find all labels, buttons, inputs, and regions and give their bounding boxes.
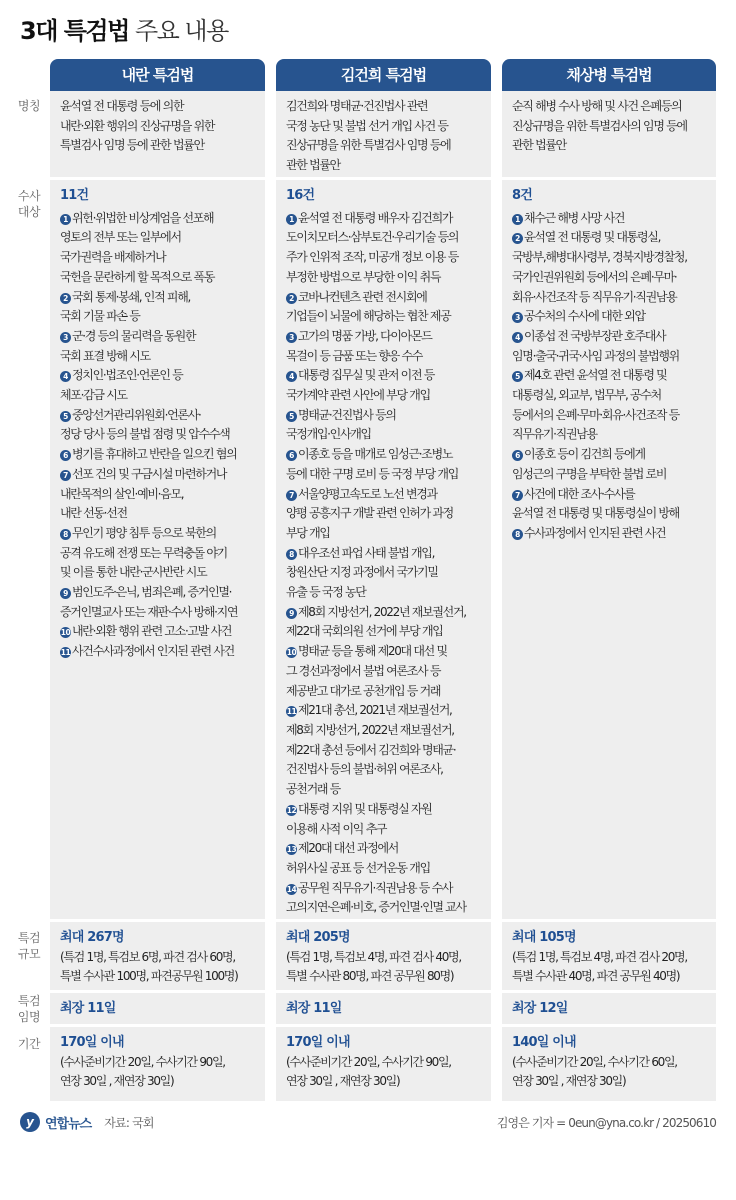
scope-item-line <box>512 248 706 268</box>
scope-item-text: 대통령 집무실 및 관저 이전 등 <box>298 368 435 383</box>
scope-count: 11건 <box>60 188 89 203</box>
scope-item-text: 허위사실 공표 등 선거운동 개입 <box>286 860 430 875</box>
detail-line: 특별 수사관 100명, 파견공무원 100명) <box>60 969 238 984</box>
scale-cell <box>50 922 265 990</box>
scope-item-text: 범인도주·은닉, 범죄은폐, 증거인멸· <box>72 585 232 600</box>
scope-count: 16건 <box>286 188 315 203</box>
scope-item-line <box>286 504 481 524</box>
scope-item-text: 제8회 지방선거, 2022년 재보궐선거, <box>298 604 466 619</box>
scope-item-text: 서울양평고속도로 노선 변경과 <box>298 486 437 501</box>
scope-item-text: 고의지연·은폐·비호, 증거인멸·인멸 교사 <box>286 900 466 915</box>
scope-cell <box>276 180 491 919</box>
period-cell <box>502 1027 716 1101</box>
scope-item-line <box>60 209 255 229</box>
head-value: 최장 11일 <box>60 1001 116 1016</box>
row-label-name <box>10 98 48 114</box>
scope-item-line <box>286 642 481 662</box>
scope-item-line <box>60 445 255 465</box>
scope-item-line <box>286 741 481 761</box>
scope-item-line <box>512 465 706 485</box>
scope-item-line <box>286 327 481 347</box>
detail-line: (특검 1명, 특검보 4명, 파견 검사 40명, <box>286 949 461 964</box>
scope-item-line <box>512 524 706 544</box>
scope-item-text: 군·경 등의 물리력을 동원한 <box>72 328 196 343</box>
scope-item-line <box>286 662 481 682</box>
scope-item-line <box>286 839 481 859</box>
scope-item-text: 등에서의 은폐·무마·회유·사건조작 등 <box>512 407 679 422</box>
scope-item-text: 중앙선거관리위원회·언론사· <box>72 407 201 422</box>
name-line: 내란·외환 행위의 진상규명을 위한 <box>60 118 215 133</box>
scope-item-line <box>60 228 255 248</box>
scope-item-line <box>286 622 481 642</box>
scope-item-text: 위헌·위법한 비상계엄을 선포해 <box>72 210 214 225</box>
scope-item-text: 선포 건의 및 구금시설 마련하거나 <box>72 466 227 481</box>
scope-item-text: 이종섭 전 국방부장관 호주대사 <box>524 328 666 343</box>
scope-item-text: 고가의 명품 가방, 다이아몬드 <box>298 328 432 343</box>
name-line: 국정 농단 및 불법 선거 개입 사건 등 <box>286 118 448 133</box>
head-value: 170일 이내 <box>60 1035 124 1050</box>
scope-item-text: 코바나컨텐츠 관련 전시회에 <box>298 289 427 304</box>
scope-item-line <box>60 524 255 544</box>
scope-cell <box>50 180 265 919</box>
scope-item-text: 체포·감금 시도 <box>60 388 127 403</box>
name-cell <box>502 91 716 177</box>
scope-item-text: 사건수사과정에서 인지된 관련 사건 <box>72 644 234 659</box>
scope-item-text: 제4호 관련 윤석열 전 대통령 및 <box>524 368 667 383</box>
scope-item-text: 제공받고 대가로 공천개입 등 거래 <box>286 683 441 698</box>
item-number-badge: 5 <box>512 371 523 382</box>
scope-item-line <box>512 406 706 426</box>
scope-item-text: 무인기 평양 침투 등으로 북한의 <box>72 525 216 540</box>
scope-item-line <box>60 327 255 347</box>
scope-item-text: 기업들이 뇌물에 해당하는 협찬 제공 <box>286 309 451 324</box>
scope-item-text: 및 이를 통한 내란·군사반란 시도 <box>60 565 207 580</box>
scope-item-text: 윤석열 전 대통령 배우자 김건희가 <box>298 210 453 225</box>
scope-item-text: 양평 공흥지구 개발 관련 인허가 과정 <box>286 506 453 521</box>
scope-item-text: 유출 등 국정 농단 <box>286 585 366 600</box>
scope-item-line <box>60 386 255 406</box>
title-bold: 3대 특검법 <box>20 17 129 45</box>
item-number-badge: 4 <box>512 332 523 343</box>
detail-line: 특별 수사관 40명, 파견 공무원 40명) <box>512 969 680 984</box>
scope-item-line <box>60 425 255 445</box>
item-number-badge: 14 <box>286 884 297 894</box>
detail-line: (특검 1명, 특검보 4명, 파견 검사 20명, <box>512 949 687 964</box>
item-number-badge: 3 <box>512 312 523 323</box>
scope-item-line <box>286 859 481 879</box>
scope-item-line <box>286 425 481 445</box>
row-label-text: 수사 <box>17 189 41 203</box>
scope-item-line <box>512 386 706 406</box>
scope-item-line <box>60 504 255 524</box>
scope-item-text: 이용해 사적 이익 추구 <box>286 821 387 836</box>
scope-item-text: 영토의 전부 또는 일부에서 <box>60 230 181 245</box>
scope-item-text: 사건에 대한 조사·수사를 <box>524 486 635 501</box>
scope-item-text: 임성근의 구명을 부탁한 불법 로비 <box>512 466 667 481</box>
item-number-badge: 2 <box>512 233 523 244</box>
column-header-insurrection: 내란 특검법 <box>50 59 265 91</box>
scope-item-line <box>60 248 255 268</box>
item-number-badge: 1 <box>60 214 71 225</box>
scope-item-line <box>512 366 706 386</box>
scope-item-text: 국정개입·인사개입 <box>286 427 371 442</box>
scope-item-line <box>286 721 481 741</box>
term-cell <box>276 993 491 1024</box>
item-number-badge: 8 <box>512 529 523 540</box>
scope-item-text: 도이치모터스·삼부토건·우리기술 등의 <box>286 230 459 245</box>
scope-item-line <box>286 682 481 702</box>
source-text: 자료: 국회 <box>104 1115 154 1130</box>
detail-line: 연장 30일 , 재연장 30일) <box>512 1074 626 1089</box>
scope-item-text: 정당 당사 등의 불법 점령 및 압수수색 <box>60 427 230 442</box>
name-line: 순직 해병 수사 방해 및 사건 은폐등의 <box>512 99 682 113</box>
scope-item-text: 이종호 등을 매개로 임성근·조병노 <box>298 447 453 462</box>
name-line: 윤석열 전 대통령 등에 의한 <box>60 99 184 113</box>
item-number-badge: 11 <box>286 707 297 717</box>
scope-item-line <box>60 465 255 485</box>
item-number-badge: 7 <box>286 490 297 501</box>
scope-item-text: 목걸이 등 금품 또는 향응 수수 <box>286 348 423 363</box>
footer-logo <box>20 1112 154 1132</box>
scope-item-text: 내란 선동·선전 <box>60 506 127 521</box>
scope-item-text: 윤석열 전 대통령 및 대통령실, <box>524 230 661 245</box>
item-number-badge: 10 <box>60 628 71 638</box>
scope-item-line <box>60 622 255 642</box>
scope-item-text: 명태균·건진법사 등의 <box>298 407 396 422</box>
term-cell <box>502 993 716 1024</box>
scope-item-line <box>60 366 255 386</box>
scope-item-line <box>60 406 255 426</box>
scope-item-text: 제21대 총선, 2021년 재보궐선거, <box>298 703 452 718</box>
scope-item-line <box>286 307 481 327</box>
scope-item-text: 국가권력을 배제하거나 <box>60 250 166 265</box>
item-number-badge: 11 <box>60 648 71 658</box>
scope-item-line <box>286 898 481 918</box>
detail-line: (수사준비기간 20일, 수사기간 90일, <box>60 1054 225 1069</box>
scope-item-line <box>60 603 255 623</box>
scope-item-line <box>60 642 255 662</box>
detail-line: (특검 1명, 특검보 6명, 파견 검사 60명, <box>60 949 235 964</box>
row-label-text: 임명 <box>17 1010 41 1024</box>
item-number-badge: 3 <box>60 332 71 343</box>
scope-item-text: 내란·외환 행위 관련 고소·고발 사건 <box>72 624 232 639</box>
scope-item-text: 부당 개입 <box>286 525 330 540</box>
name-line: 관한 법률안 <box>512 138 566 153</box>
item-number-badge: 5 <box>286 411 297 422</box>
detail-line: (수사준비기간 20일, 수사기간 90일, <box>286 1054 451 1069</box>
scope-item-line <box>60 268 255 288</box>
scope-item-text: 임명·출국·귀국·사임 과정의 불법행위 <box>512 348 679 363</box>
scope-item-line <box>286 524 481 544</box>
name-line: 진상규명을 위한 특별검사 임명 등에 <box>286 138 451 153</box>
term-cell <box>50 993 265 1024</box>
scope-item-text: 증거인멸교사 또는 재판·수사 방해·지연 <box>60 604 238 619</box>
scope-item-line <box>286 563 481 583</box>
scope-item-line <box>286 445 481 465</box>
scope-item-text: 명태균 등을 통해 제20대 대선 및 <box>298 644 447 659</box>
scope-item-text: 직무유기·직권남용 <box>512 427 597 442</box>
name-line: 특별검사 임명 등에 관한 법률안 <box>60 138 204 153</box>
scope-item-line <box>512 504 706 524</box>
item-number-badge: 10 <box>286 648 297 658</box>
scale-cell <box>502 922 716 990</box>
scope-item-line <box>60 583 255 603</box>
item-number-badge: 1 <box>512 214 523 225</box>
column-header-chae: 채상병 특검법 <box>502 59 716 91</box>
scope-item-text: 대우조선 파업 사태 불법 개입, <box>298 545 435 560</box>
scope-item-text: 대통령실, 외교부, 법무부, 공수처 <box>512 388 661 403</box>
head-value: 170일 이내 <box>286 1035 350 1050</box>
scope-item-text: 공수처의 수사에 대한 외압 <box>524 309 645 324</box>
item-number-badge: 2 <box>60 293 71 304</box>
row-label-text: 규모 <box>17 947 41 961</box>
scope-item-line <box>60 288 255 308</box>
scope-item-line <box>286 386 481 406</box>
scope-item-line <box>512 445 706 465</box>
item-number-badge: 9 <box>286 608 297 619</box>
scope-item-text: 건진법사 등의 불법·허위 여론조사, <box>286 762 443 777</box>
head-value: 최대 105명 <box>512 930 576 945</box>
scope-item-text: 국회 기물 파손 등 <box>60 309 140 324</box>
item-number-badge: 6 <box>512 450 523 461</box>
yonhap-logo-icon: y <box>20 1112 40 1132</box>
item-number-badge: 7 <box>60 470 71 481</box>
title-light: 주요 내용 <box>134 17 228 45</box>
row-label-text: 명칭 <box>17 99 41 113</box>
scope-item-line <box>286 268 481 288</box>
item-number-badge: 3 <box>286 332 297 343</box>
scope-item-text: 주가 인위적 조작, 미공개 정보 이용 등 <box>286 250 458 265</box>
scope-item-text: 제22대 국회의원 선거에 부당 개입 <box>286 624 443 639</box>
item-number-badge: 1 <box>286 214 297 225</box>
scope-item-line <box>286 228 481 248</box>
scope-item-line <box>286 406 481 426</box>
item-number-badge: 4 <box>60 371 71 382</box>
scope-item-line <box>512 209 706 229</box>
row-label-period <box>10 1036 48 1052</box>
scope-item-text: 국방부,해병대사령부, 경북지방경찰청, <box>512 250 687 265</box>
name-cell <box>276 91 491 177</box>
scope-item-text: 국회 통제·봉쇄, 인적 피해, <box>72 289 191 304</box>
item-number-badge: 8 <box>60 529 71 540</box>
detail-line: (수사준비기간 20일, 수사기간 60일, <box>512 1054 677 1069</box>
head-value: 최대 205명 <box>286 930 350 945</box>
scope-item-text: 창원산단 지정 과정에서 국가기밀 <box>286 565 438 580</box>
column-header-kimkeonhee: 김건희 특검법 <box>276 59 491 91</box>
scope-item-text: 윤석열 전 대통령 및 대통령실이 방해 <box>512 506 679 521</box>
logo-text: 연합뉴스 <box>45 1116 92 1132</box>
item-number-badge: 13 <box>286 845 297 855</box>
scope-item-line <box>286 918 481 919</box>
item-number-badge: 9 <box>60 588 71 599</box>
scope-item-text: 정치인·법조인·언론인 등 <box>72 368 183 383</box>
scope-item-text: 국회 표결 방해 시도 <box>60 348 150 363</box>
item-number-badge: 4 <box>286 371 297 382</box>
item-number-badge: 8 <box>286 549 297 560</box>
scope-item-line <box>512 425 706 445</box>
scope-item-line <box>512 268 706 288</box>
scope-item-text: 공무원 직무유기·직권남용 등 수사 <box>298 880 453 895</box>
scope-item-text: 병기를 휴대하고 반란을 일으킨 혐의 <box>72 447 237 462</box>
scope-item-text: 채수근 해병 사망 사건 <box>524 210 625 225</box>
head-value: 최대 267명 <box>60 930 124 945</box>
item-number-badge: 12 <box>286 805 297 815</box>
scope-item-line <box>512 347 706 367</box>
scope-item-line <box>286 366 481 386</box>
scope-item-text: 제22대 총선 등에서 김건희와 명태균· <box>286 742 456 757</box>
scope-item-line <box>286 485 481 505</box>
scope-item-line <box>286 544 481 564</box>
scope-item-text: 공격 유도해 전쟁 또는 무력충돌 야기 <box>60 545 227 560</box>
detail-line: 연장 30일 , 재연장 30일) <box>60 1074 174 1089</box>
item-number-badge: 5 <box>60 411 71 422</box>
scope-item-line <box>286 780 481 800</box>
head-value: 최장 11일 <box>286 1001 342 1016</box>
scope-item-line <box>512 327 706 347</box>
period-cell <box>276 1027 491 1101</box>
name-cell <box>50 91 265 177</box>
scope-item-line <box>286 603 481 623</box>
scope-item-line <box>60 544 255 564</box>
period-cell <box>50 1027 265 1101</box>
scope-item-text: 등에 대한 구명 로비 등 국정 부당 개입 <box>286 466 458 481</box>
row-label-text: 기간 <box>17 1037 41 1051</box>
head-value: 140일 이내 <box>512 1035 576 1050</box>
page-title <box>20 14 228 48</box>
row-label-text: 특검 <box>17 994 41 1008</box>
scope-item-text: 공천거래 등 <box>286 782 340 797</box>
name-line: 관한 법률안 <box>286 158 340 173</box>
scope-item-text: 국가계약 관련 사안에 부당 개입 <box>286 388 430 403</box>
scope-item-line <box>286 701 481 721</box>
row-label-text: 특검 <box>17 931 41 945</box>
item-number-badge: 2 <box>286 293 297 304</box>
item-number-badge: 6 <box>286 450 297 461</box>
scope-item-line <box>286 760 481 780</box>
detail-line: 연장 30일 , 재연장 30일) <box>286 1074 400 1089</box>
scope-item-text: 그 경선과정에서 불법 여론조사 등 <box>286 663 441 678</box>
scope-item-line <box>286 879 481 899</box>
scale-cell <box>276 922 491 990</box>
item-number-badge: 7 <box>512 490 523 501</box>
scope-item-line <box>286 465 481 485</box>
item-number-badge: 6 <box>60 450 71 461</box>
scope-item-text: 국헌을 문란하게 할 목적으로 폭동 <box>60 269 215 284</box>
scope-item-line <box>286 820 481 840</box>
scope-item-text: 수사과정에서 인지된 관련 사건 <box>524 525 666 540</box>
scope-item-line <box>60 307 255 327</box>
scope-item-line <box>286 347 481 367</box>
scope-item-line <box>286 288 481 308</box>
scope-item-line <box>60 563 255 583</box>
scope-cell <box>502 180 716 919</box>
row-label-text: 대상 <box>17 205 41 219</box>
head-value: 최장 12일 <box>512 1001 568 1016</box>
scope-item-line <box>60 485 255 505</box>
scope-item-text: 이종호 등이 김건희 등에게 <box>524 447 645 462</box>
scope-count: 8건 <box>512 188 533 203</box>
credit-text: 김영은 기자 = 0eun@yna.co.kr / 20250610 <box>496 1116 716 1130</box>
row-label-term <box>10 993 48 1025</box>
row-label-scale <box>10 930 48 962</box>
scope-item-text: 제20대 대선 과정에서 <box>298 841 399 856</box>
scope-item-line <box>286 583 481 603</box>
scope-item-text: 부정한 방법으로 부당한 이익 취득 <box>286 269 441 284</box>
scope-item-text: 내란목적의 살인·예비·음모, <box>60 486 184 501</box>
name-line: 김건희와 명태균·건진법사 관련 <box>286 99 428 113</box>
scope-item-text: 제8회 지방선거, 2022년 재보궐선거, <box>286 722 454 737</box>
detail-line: 특별 수사관 80명, 파견 공무원 80명) <box>286 969 454 984</box>
scope-item-text: 회유·사건조작 등 직무유기·직권남용 <box>512 289 677 304</box>
scope-item-text: 대통령 지위 및 대통령실 자원 <box>298 801 432 816</box>
scope-item-line <box>286 209 481 229</box>
scope-item-text: 국가인권위원회 등에서의 은폐·무마· <box>512 269 677 284</box>
scope-item-line <box>286 800 481 820</box>
row-label-scope <box>10 188 48 220</box>
scope-item-line <box>512 228 706 248</box>
scope-item-line <box>286 248 481 268</box>
scope-item-line <box>512 485 706 505</box>
scope-item-line <box>60 347 255 367</box>
name-line: 진상규명을 위한 특별검사의 임명 등에 <box>512 118 687 133</box>
scope-item-line <box>512 307 706 327</box>
scope-item-line <box>512 288 706 308</box>
